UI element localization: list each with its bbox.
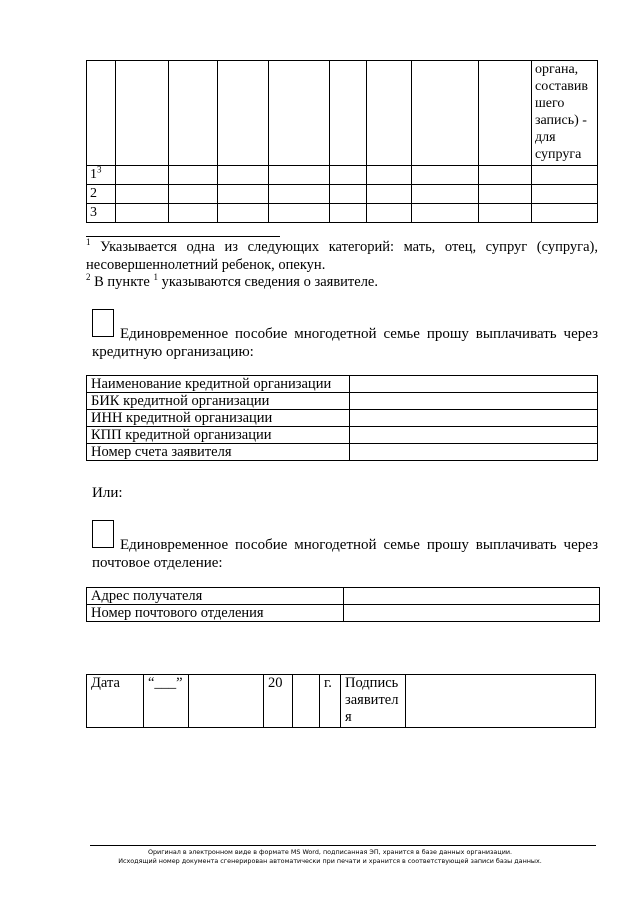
signature-line: заявител xyxy=(345,692,399,708)
footnote-text: В пункте xyxy=(94,274,150,290)
bank-details-table xyxy=(86,375,598,461)
header-cell xyxy=(479,61,532,166)
header-cell xyxy=(218,61,269,166)
bank-field-label: КПП кредитной организации xyxy=(87,427,350,444)
bank-field-input[interactable] xyxy=(350,376,598,393)
table-row xyxy=(87,605,600,622)
signature-line: я xyxy=(345,709,352,725)
row-number: 3 xyxy=(87,204,116,223)
table-row xyxy=(87,376,598,393)
date-signature-table xyxy=(86,674,596,728)
or-text: Или: xyxy=(92,485,123,501)
year-prefix: 20 xyxy=(264,675,293,728)
header-cell xyxy=(116,61,169,166)
header-cell xyxy=(330,61,367,166)
header-cell xyxy=(87,61,116,166)
header-cell xyxy=(412,61,479,166)
post-field-label: Адрес получателя xyxy=(87,588,344,605)
footer-divider xyxy=(90,845,596,846)
header-last-cell xyxy=(532,61,598,166)
bank-field-label: Номер счета заявителя xyxy=(87,444,350,461)
footnote-inner-mark: 1 xyxy=(153,272,158,283)
header-line: для xyxy=(535,130,556,145)
header-cell xyxy=(169,61,218,166)
post-field-input[interactable] xyxy=(344,588,600,605)
bank-field-input[interactable] xyxy=(350,427,598,444)
bank-field-input[interactable] xyxy=(350,393,598,410)
signature-line: Подпись xyxy=(345,675,399,691)
applicants-table xyxy=(86,60,598,223)
footer-line-1: Оригинал в электронном виде в формате MS Word, подписанная ЭП, хранится в базе данных организации. xyxy=(147,848,513,856)
date-label: Дата xyxy=(87,675,144,728)
footnote-text: указываются сведения о заявителе. xyxy=(161,274,378,290)
table-row xyxy=(87,675,596,728)
post-field-label: Номер почтового отделения xyxy=(87,605,344,622)
footnote-mark: 1 xyxy=(86,237,91,248)
signature-field[interactable] xyxy=(406,675,596,728)
row-number: 2 xyxy=(87,185,116,204)
bank-field-label: ИНН кредитной организации xyxy=(87,410,350,427)
header-cell xyxy=(269,61,330,166)
table-row xyxy=(87,185,598,204)
applicants-table-header-row xyxy=(87,61,598,166)
footnote-text: Указывается одна из следующих категорий: мать, отец, супруг (супруга), несовершеннолетний ребенок, опекун. xyxy=(86,239,599,273)
header-line: составив xyxy=(535,79,588,94)
bank-field-input[interactable] xyxy=(350,444,598,461)
table-row xyxy=(87,410,598,427)
table-row xyxy=(87,588,600,605)
table-row xyxy=(87,393,598,410)
footnote-divider xyxy=(86,236,280,237)
footnote-ref: 3 xyxy=(97,164,102,175)
header-cell xyxy=(367,61,412,166)
bank-field-input[interactable] xyxy=(350,410,598,427)
post-field-input[interactable] xyxy=(344,605,600,622)
header-line: супруга xyxy=(535,147,582,162)
year-suffix: г. xyxy=(320,675,341,728)
table-row xyxy=(87,427,598,444)
table-row xyxy=(87,444,598,461)
year-field[interactable] xyxy=(293,675,320,728)
header-line: запись) - xyxy=(535,113,587,128)
footer-line-2: Исходящий номер документа сгенерирован автоматически при печати и хранится в соответствующей записи базы данных. xyxy=(118,857,542,865)
footnote-1 xyxy=(86,238,598,274)
post-details-table xyxy=(86,587,600,622)
bank-field-label: Наименование кредитной организации xyxy=(87,376,350,393)
header-line: шего xyxy=(535,96,565,111)
signature-label xyxy=(341,675,406,728)
date-month-field[interactable] xyxy=(189,675,264,728)
post-option-text: Единовременное пособие многодетной семье прошу выплачивать через почтовое отделение: xyxy=(92,537,598,571)
bank-field-label: БИК кредитной организации xyxy=(87,393,350,410)
row-number: $1^3$ xyxy=(87,166,116,185)
footnote-2 xyxy=(86,273,598,291)
date-day-field[interactable]: “___” xyxy=(144,675,189,728)
table-row xyxy=(87,204,598,223)
header-line: органа, xyxy=(535,62,579,77)
table-row xyxy=(87,166,598,185)
bank-option-text: Единовременное пособие многодетной семье прошу выплачивать через кредитную организацию: xyxy=(92,326,598,360)
footnote-mark: 2 xyxy=(86,272,91,283)
